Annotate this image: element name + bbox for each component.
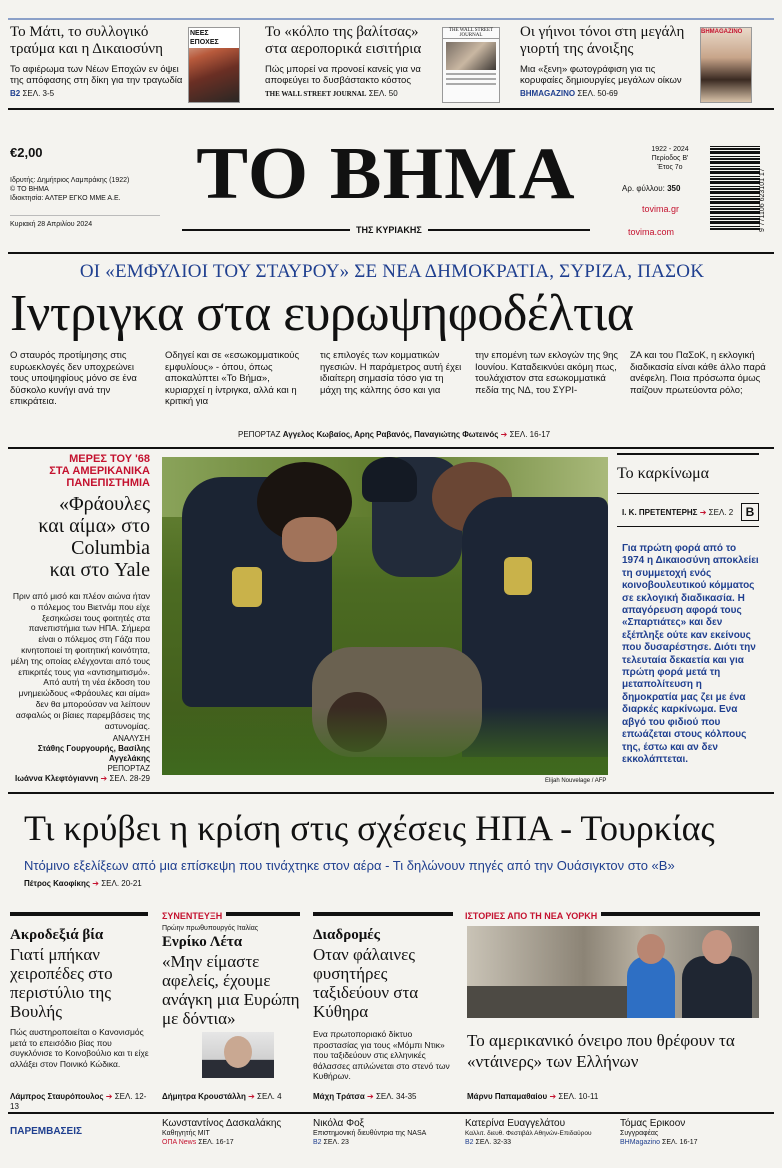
story-diners[interactable]: ΙΣΤΟΡΙΕΣ ΑΠΟ ΤΗ ΝΕΑ ΥΟΡΚΗ Το αμερικανικό όνειρο που θρέφουν τα «ντάινερς» των Ελλήνων Μάρνυ Παπαμαθαίου ➔ ΣΕΛ. 10-11 — [465, 906, 760, 1106]
protest-photo — [162, 457, 608, 775]
teaser-title: Το «κόλπο της βαλίτσας» στα αεροπορικά εισιτήρια — [265, 24, 422, 57]
lead-text-col: τις επιλογές των κομματικών ηγεσιών. Η παράμετρος αυτή έχει ιδιαίτερη σημασία τόσο για τη μάχη της κάλπης όσο και για — [320, 350, 462, 396]
price: €2,00 — [10, 145, 43, 160]
story-body: Πριν από μισό και πλέον αιώνα ήταν ο πόλεμος του Βιετνάμ που είχε ξεσηκώσει τους φοιτητές στα πανεπιστήμια των ΗΠΑ. Σήμερα είναι ο πόλεμος στη Γάζα που κινητοποιεί τη φοιτητική κοινότητα, μέλη της οποίας ελέγχονται από τους επικριτές τους για «αντισημιτισμό». Από αυτή τη νέα έκδοση του μνημειώδους «Φράουλες και αίμα» δεν θα μπορούσαν να λείπουν ασφαλώς οι βίαιες παρεμβάσεις της αστυνομίας. — [10, 591, 150, 731]
lead-text-col: Ο σταυρός προτίμησης στις ευρωεκλογές δεν υποχρεώνει τους υποψηφίους μόνο σε ένα δύσκολο κυνήγι ανά την επικράτεια. — [10, 350, 137, 407]
teaser-thumbnail: BHMAGAZINO — [700, 27, 752, 103]
story-us-turkey[interactable]: Τι κρύβει η κρίση στις σχέσεις ΗΠΑ - Τουρκίας Ντόμινο εξελίξεων από μια επίσκεψη που τινάχτηκε στον αέρα - Τι δηλώνουν πηγές από την Ουάσιγκτον στο «Β» Πέτρος Καοφίκης ➔ ΣΕΛ. 20-21 — [10, 800, 774, 900]
story-whales[interactable]: Διαδρομές Οταν φάλαινες φυσητήρες ταξιδεύουν στα Κύθηρα Ενα πρωτοποριακό δίκτυο προστασίας για τους «Μόμπι Ντικ» που ταξιδεύουν στις ελληνικές θάλασσες απιλώνεται στο στενό των Κυθήρων. Μάχη Τράτσα ➔ ΣΕΛ. 34-35 — [313, 920, 453, 1105]
lead-kicker: ΟΙ «ΕΜΦΥΛΙΟΙ ΤΟΥ ΣΤΑΥΡΟΥ» ΣΕ ΝΕΑ ΔΗΜΟΚΡΑΤΙΑ, ΣΥΡΙΖΑ, ΠΑΣΟΚ — [79, 261, 705, 282]
teaser-thumbnail: ΝΕΕΣ ΕΠΟΧΕΣ — [188, 27, 240, 103]
lead-headline: Ιντριγκα στα ευρωψηφοδέλτια — [10, 285, 634, 342]
story-headline: Ακροδεξιά βία — [10, 927, 104, 943]
logo-subtitle: ΤΗΣ ΚΥΡΙΑΚΗΣ — [350, 225, 428, 235]
lead-text-col: την επομένη των εκλογών της 9ης Ιουνίου. Καταδεικνύει ακόμη πως, τουλάχιστον στα εσωκομματικά πεδία της ΝΔ, του ΣΥΡΙ- — [475, 350, 619, 396]
masthead: €2,00 Ιδρυτής: Δημήτριος Λαμπράκης (1922) © ΤΟ ΒΗΜΑ Ιδιοκτησία: ΑΛΤΕΡ ΕΓΚΟ ΜΜΕ Α.Ε. Κυριακή 28 Απριλίου 2024 ΤΟ ΒΗΜΑ ΤΗΣ ΚΥΡΙΑΚΗΣ 1922 - 2024 Περίοδος Β' Έτος 7ο Αρ. φύλλου: 350 tovima.gr tovima.com 9 771106 623101 17 — [10, 133, 766, 237]
lead-story[interactable] — [10, 260, 774, 445]
section-ref: B2 — [10, 89, 21, 98]
story-headline: Διαδρομές — [313, 927, 380, 943]
column-text: Για πρώτη φορά από το 1974 η Δικαιοσύνη αποκλείει τη συμμετοχή ενός κοινοβουλευτικού κόμματος σε εκλογική διαδικασία. Η απαγόρευση αφορά τους «Σπαρτιάτες» και δεν εξέπληξε ούτε καν εκείνους που δυσαρέστησε. Διότι την τελευταία δεκαετία και για πρώτη φορά μετά τη μεταπολίτευση η δημοκρατία μας ζει με ένα διαρκές καρκίνωμα. Ενα αβγό του φιδιού που επωάζεται στους κόλπους της, έστω και αν δεν εκκολάπτεται. — [622, 543, 759, 765]
footer-item[interactable]: Κωνσταντίνος Δασκαλάκης Καθηγητής MIT ΟΠΑ News ΣΕΛ. 16-17 — [162, 1118, 282, 1146]
teaser-text: Μια «ξενη» φωτογράφιση για τις κορυφαίες δημιουργίες μεγάλων οίκων — [520, 64, 682, 86]
footer-item[interactable]: Τόμας Ερικοον Συγγραφέας BHMagazino ΣΕΛ. 16-17 — [620, 1118, 698, 1146]
section-ref: BHMAGAZINO — [520, 89, 576, 98]
story-letta[interactable]: ΣΥΝΕΝΤΕΥΞΗ Πρώην πρωθυπουργός Ιταλίας Ενρίκο Λέτα «Μην είμαστε αφελείς, έχουμε ανάγκη μια Ευρώπη με δόντια» Δήμητρα Κρουστάλλη ➔ ΣΕΛ. 4 — [162, 906, 302, 1106]
column-author: Ι. Κ. ΠΡΕΤΕΝΤΕΡΗΣ — [622, 508, 698, 517]
photo-credit: Elijah Nouvelage / AFP — [545, 778, 607, 784]
teaser-title: Οι γήινοι τόνοι στη μεγάλη γιορτή της άνοιξης — [520, 24, 685, 57]
story-kicker: ΙΣΤΟΡΙΕΣ ΑΠΟ ΤΗ ΝΕΑ ΥΟΡΚΗ — [465, 911, 601, 921]
story-headline: «Μην είμαστε αφελείς, έχουμε ανάγκη μια Ευρώπη με δόντια» — [162, 952, 300, 1028]
story-kicker: ΣΥΝΕΝΤΕΥΞΗ — [162, 911, 226, 921]
section-ref: THE WALL STREET JOURNAL — [265, 90, 367, 98]
teaser-text: Το αφιέρωμα των Νέων Εποχών εν όψει της απόφασης στη δίκη για την τραγωδία — [10, 64, 183, 86]
story-headline: Γιατί μπήκαν χειροπέδες στο περιστύλιο της Βουλής — [10, 945, 113, 1021]
page-ref: ΣΕΛ. 50 — [368, 89, 398, 98]
edition-info: 1922 - 2024 Περίοδος Β' Έτος 7ο — [651, 146, 689, 171]
footer-item[interactable]: Κατερίνα Ευαγγελάτου Καλλιτ. διευθ. Φεστιβάλ Αθηνών-Επιδαύρου B2 ΣΕΛ. 32-33 — [465, 1118, 592, 1146]
story-headline: Τι κρύβει η κρίση στις σχέσεις ΗΠΑ - Τουρκίας — [24, 808, 715, 848]
opinion-column[interactable]: Το καρκίνωμα Ι. Κ. ΠΡΕΤΕΝΤΕΡΗΣ ➔ ΣΕΛ. 2 B Για πρώτη φορά από το 1974 η Δικαιοσύνη αποκλείει τη συμμετοχή ενός κοινοβουλευτικού κόμματος σε εκλογική διαδικασία. Η απαγόρευση αφορά τους «Σπαρτιάτες» και δεν εξέπληξε ούτε καν εκείνους που δυσαρέστησε. Διότι την τελευταία δεκαετία και για πρώτη φορά μετά τη μεταπολίτευση η δημοκρατία μας ζει με ένα διαρκές καρκίνωμα. Ενα αβγό του φιδιού που επωάζεται στους κόλπους της, έστω και αν δεν εκκολάπτεται. — [617, 453, 759, 783]
page-ref: ΣΕΛ. 3-5 — [22, 89, 55, 98]
website-link[interactable]: tovima.gr — [642, 204, 680, 214]
teaser-thumbnail: THE WALL STREET JOURNAL — [442, 27, 500, 103]
story-far-right[interactable]: Ακροδεξιά βία Γιατί μπήκαν χειροπέδες στο περιστύλιο της Βουλής Πώς αυστηροποιείται ο Κανονισμός μετά το επεισόδιο βίας που συγκλόνισε το Κοινοβούλιο και τι είχε αλλάξει στον Ποινικό Κώδικα. Λάμπρος Σταυρόπουλος ➔ ΣΕΛ. 12-13 — [10, 927, 149, 1111]
lead-text-col: Οδηγεί και σε «εσωκομματικούς εμφυλίους» - όπου, όπως αποκαλύπτει «Το Βήμα», κυριαρχεί η ίντριγκα, αλλά και η κριτική για — [165, 350, 300, 407]
story-kicker: ΜΕΡΕΣ ΤΟΥ '68 ΣΤΑ ΑΜΕΡΙΚΑΝΙΚΑ ΠΑΝΕΠΙΣΤΗΜΙΑ — [49, 453, 150, 489]
website-link[interactable]: tovima.com — [628, 227, 675, 237]
story-headline: Ενρίκο Λέτα — [162, 934, 243, 950]
teaser-title: Το Μάτι, το συλλογικό τραύμα και η Δικαιοσύνη — [10, 24, 163, 57]
imprint: Ιδρυτής: Δημήτριος Λαμπράκης (1922) © ΤΟ ΒΗΜΑ Ιδιοκτησία: ΑΛΤΕΡ ΕΓΚΟ ΜΜΕ Α.Ε. — [10, 177, 130, 202]
story-body: Ενα πρωτοποριακό δίκτυο προστασίας για τους «Μόμπι Ντικ» που ταξιδεύουν στις ελληνικές θάλασσες απιλώνεται στο στενό των Κυθήρων. — [313, 1029, 450, 1081]
barcode — [710, 146, 760, 230]
footer-label: ΠΑΡΕΜΒΑΣΕΙΣ — [10, 1126, 83, 1137]
issue-number: 350 — [667, 184, 681, 193]
story-headline: Οταν φάλαινες φυσητήρες ταξιδεύουν στα Κύθηρα — [313, 945, 419, 1021]
story-protests[interactable]: ΜΕΡΕΣ ΤΟΥ '68 ΣΤΑ ΑΜΕΡΙΚΑΝΙΚΑ ΠΑΝΕΠΙΣΤΗΜΙΑ «Φράουλες και αίμα» στο Columbia και στο Yale Πριν από μισό και πλέον αιώνα ήταν ο πόλεμος του Βιετνάμ που είχε ξεσηκώσει τους φοιτητές στα πανεπιστήμια των ΗΠΑ. Σήμερα είναι ο πόλεμος στη Γάζα που κινητοποιεί τη φοιτητική κοινότητα, μέλη της οποίας ελέγχονται από τους επικριτές τους για «αντισημιτισμό». Από αυτή τη νέα έκδοση του μνημειώδους «Φράουλες και αίμα» δεν θα μπορούσαν να λείπουν ασφαλώς οι βίαιες παρεμβάσεις της αστυνομίας. ΑΝΑΛΥΣΗ Στάθης Γουργουρής, Βασίλης Αγγελάκης ΡΕΠΟΡΤΑΖ Ιωάννα Κλεφτόγιαννη ➔ ΣΕΛ. 28-29 — [10, 453, 150, 784]
section-badge: B — [741, 503, 759, 521]
newspaper-logo: ΤΟ ΒΗΜΑ — [196, 133, 576, 215]
column-title: Το καρκίνωμα — [617, 465, 710, 482]
lead-byline: ΡΕΠΟΡΤΑΖ Αγγελος Κωβαίος, Αρης Ραβανός, Παναγιώτης Φωτεινός ➔ ΣΕΛ. 16-17 — [238, 430, 551, 439]
teaser-text: Πώς μπορεί να προνοεί κανείς για να αποφεύγει το δυσβάστακτο κόστος — [265, 64, 421, 86]
diner-photo — [467, 926, 759, 1018]
lead-text-col: ΖΑ και του ΠαΣοΚ, η εκλογική διαδικασία είναι κάθε άλλο παρά ανέφελη. Ποια πρόσωπα όμως παίζουν πρωτεύοντα ρόλο; — [630, 350, 766, 396]
story-body: Πώς αυστηροποιείται ο Κανονισμός μετά το επεισόδιο βίας που συγκλόνισε το Κοινοβούλιο και τι είχε αλλάξει στον Ποινικό Κώδικα. — [10, 1027, 149, 1069]
page-ref: ΣΕΛ. 50-69 — [577, 89, 618, 98]
issue-date: Κυριακή 28 Απριλίου 2024 — [10, 221, 93, 228]
portrait-photo — [202, 1032, 274, 1078]
story-headline: Το αμερικανικό όνειρο που θρέφουν τα «ντάινερς» των Ελλήνων — [467, 1031, 735, 1071]
story-subhead: Ντόμινο εξελίξεων από μια επίσκεψη που τινάχτηκε στον αέρα - Τι δηλώνουν πηγές από την Ουάσιγκτον στο «Β» — [24, 858, 675, 873]
story-headline: «Φράουλες και αίμα» στο Columbia και στο Yale — [38, 493, 150, 581]
footer-item[interactable]: Νικόλα Φοξ Επιστημονική διευθύντρια της NASA B2 ΣΕΛ. 23 — [313, 1118, 427, 1146]
